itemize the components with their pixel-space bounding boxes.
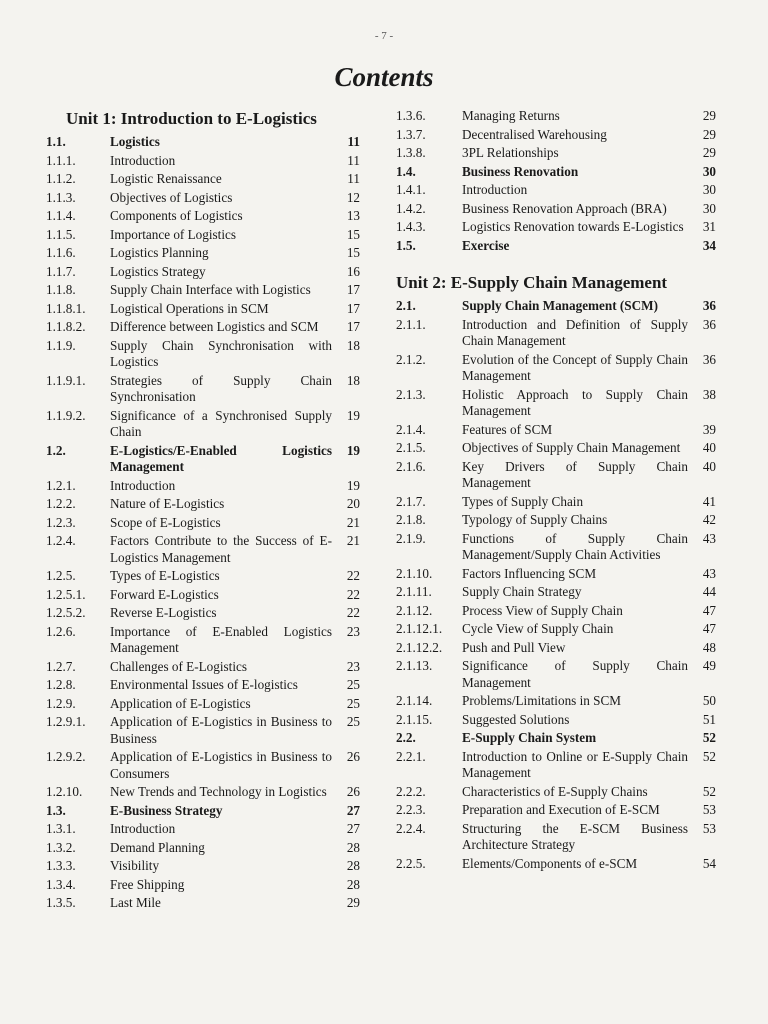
toc-entry xyxy=(46,319,360,336)
page-ref: 41 xyxy=(702,493,716,509)
entry-title: Managing Returns xyxy=(462,108,560,123)
entry-title: Logistics Planning xyxy=(110,245,209,260)
section-number: 1.2.5. xyxy=(46,568,76,583)
toc-entry xyxy=(46,677,360,694)
entry-title: Demand Planning xyxy=(110,839,205,855)
right-entries-unit-1 xyxy=(396,108,716,254)
page-ref: 54 xyxy=(702,855,716,871)
page-ref: 36 xyxy=(702,298,716,313)
toc-entry xyxy=(396,512,716,529)
toc-entry xyxy=(396,352,716,385)
entry-title: Objectives of Logistics xyxy=(110,189,233,205)
page-ref: 36 xyxy=(702,351,716,367)
entry-title: Business Renovation Approach (BRA) xyxy=(462,200,667,216)
section-number: 2.1.2. xyxy=(396,351,426,367)
toc-entry xyxy=(396,749,716,782)
entry-title: Structuring the E-SCM Business Architecture Strategy xyxy=(462,820,688,852)
section-number: 1.1.8.2. xyxy=(46,319,86,334)
page-ref: 48 xyxy=(702,639,716,655)
section-number: 2.2.4. xyxy=(396,820,426,836)
toc-entry xyxy=(46,877,360,894)
toc-entry xyxy=(396,603,716,620)
page-ref: 21 xyxy=(346,533,360,548)
page-ref: 38 xyxy=(702,386,716,402)
toc-entry xyxy=(46,496,360,513)
page-ref: 20 xyxy=(346,496,360,511)
entry-title: 3PL Relationships xyxy=(462,145,559,160)
page-ref: 11 xyxy=(347,134,360,149)
section-number: 1.2.9. xyxy=(46,695,76,711)
page-ref: 28 xyxy=(346,858,360,873)
section-number: 1.2. xyxy=(46,442,66,458)
entry-title: Challenges of E-Logistics xyxy=(110,658,247,674)
entry-title: E-Business Strategy xyxy=(110,802,223,818)
entry-title: Introduction and Definition of Supply Chain Management xyxy=(462,316,688,348)
section-number: 1.1.2. xyxy=(46,171,76,186)
toc-entry xyxy=(46,533,360,566)
toc-entry xyxy=(396,640,716,657)
section-number: 2.1.13. xyxy=(396,658,433,673)
page-ref: 25 xyxy=(346,714,360,729)
entry-title: Importance of Logistics xyxy=(110,226,236,242)
section-number: 2.1.12.2. xyxy=(396,639,443,655)
page-ref: 27 xyxy=(346,802,360,818)
toc-entry xyxy=(46,515,360,532)
page-ref: 22 xyxy=(346,605,360,620)
section-number: 1.1.8. xyxy=(46,282,76,297)
page-ref: 28 xyxy=(346,839,360,855)
page-ref: 49 xyxy=(702,658,716,673)
entry-title: Introduction xyxy=(462,182,528,197)
page-ref: 51 xyxy=(702,711,716,727)
page-ref: 26 xyxy=(346,784,360,799)
entry-title: New Trends and Technology in Logistics xyxy=(110,784,327,799)
entry-title: Scope of E-Logistics xyxy=(110,514,221,530)
toc-entry xyxy=(46,803,360,820)
entry-title: Nature of E-Logistics xyxy=(110,496,225,511)
entry-title: Characteristics of E-Supply Chains xyxy=(462,783,648,799)
section-number: 1.1.5. xyxy=(46,226,76,242)
entry-title: Supply Chain Synchronisation with Logistics xyxy=(110,337,332,369)
toc-entry xyxy=(46,478,360,495)
toc-entry xyxy=(396,584,716,601)
section-number: 1.1.1. xyxy=(46,152,76,168)
section-number: 1.1.6. xyxy=(46,245,76,260)
page-ref: 19 xyxy=(346,477,360,493)
page-ref: 40 xyxy=(702,440,716,455)
entry-title: E-Supply Chain System xyxy=(462,730,597,745)
entry-title: E-Logistics/E-Enabled Logistics Management xyxy=(110,442,332,474)
section-number: 2.1.11. xyxy=(396,584,432,599)
toc-entry xyxy=(46,895,360,912)
page-number: - 7 - xyxy=(374,30,394,42)
entry-title: Logistical Operations in SCM xyxy=(110,300,269,316)
entry-title: Supply Chain Interface with Logistics xyxy=(110,282,311,297)
toc-entry xyxy=(396,802,716,819)
page-ref: 21 xyxy=(346,514,360,530)
page-ref: 29 xyxy=(702,145,716,160)
section-number: 1.3. xyxy=(46,802,66,818)
section-number: 2.2.2. xyxy=(396,783,426,799)
toc-entry xyxy=(46,821,360,838)
toc-entry xyxy=(396,164,716,181)
page-ref: 30 xyxy=(702,182,716,197)
toc-entry xyxy=(396,298,716,315)
toc-entry xyxy=(46,134,360,151)
page-ref: 27 xyxy=(346,821,360,836)
page-ref: 23 xyxy=(346,623,360,639)
toc-entry xyxy=(46,624,360,657)
entry-title: Application of E-Logistics in Business to Consumers xyxy=(110,749,332,781)
entry-title: Typology of Supply Chains xyxy=(462,512,608,527)
section-number: 1.3.1. xyxy=(46,821,76,836)
entry-title: Holistic Approach to Supply Chain Management xyxy=(462,386,688,418)
entry-title: Application of E-Logistics in Business to Business xyxy=(110,714,332,746)
entry-title: Logistics Strategy xyxy=(110,263,206,279)
unit-1-heading: Unit 1: Introduction to E-Logistics xyxy=(66,109,317,128)
toc-entry xyxy=(46,264,360,281)
toc-entry xyxy=(396,712,716,729)
section-number: 1.1.9.1. xyxy=(46,372,86,388)
page-ref: 25 xyxy=(346,677,360,692)
entry-title: Business Renovation xyxy=(462,163,579,179)
toc-entry xyxy=(46,749,360,782)
toc-entry xyxy=(396,182,716,199)
toc-entry xyxy=(46,190,360,207)
toc-entry xyxy=(46,338,360,371)
section-number: 2.2. xyxy=(396,730,416,745)
section-number: 1.1.9. xyxy=(46,337,76,353)
section-number: 2.1.14. xyxy=(396,693,433,708)
entry-title: Forward E-Logistics xyxy=(110,586,219,602)
section-number: 1.1.8.1. xyxy=(46,300,86,316)
page-ref: 29 xyxy=(702,126,716,142)
entry-title: Suggested Solutions xyxy=(462,711,570,727)
section-number: 2.1.12. xyxy=(396,602,433,618)
entry-title: Decentralised Warehousing xyxy=(462,126,607,142)
toc-entry xyxy=(46,153,360,170)
toc-entry xyxy=(396,531,716,564)
page-ref: 18 xyxy=(346,337,360,353)
page-ref: 11 xyxy=(347,152,360,168)
page-ref: 12 xyxy=(346,189,360,205)
entry-title: Types of Supply Chain xyxy=(462,493,584,509)
entry-title: Strategies of Supply Chain Synchronisation xyxy=(110,372,332,404)
page-ref: 47 xyxy=(702,621,716,636)
page-ref: 19 xyxy=(346,407,360,423)
toc-entry xyxy=(396,145,716,162)
toc-entry xyxy=(396,201,716,218)
page-ref: 13 xyxy=(346,208,360,223)
toc-entry xyxy=(46,696,360,713)
entry-title: Components of Logistics xyxy=(110,208,243,223)
toc-entry xyxy=(46,245,360,262)
page-ref: 40 xyxy=(702,458,716,474)
section-number: 1.3.8. xyxy=(396,145,426,160)
section-number: 1.2.7. xyxy=(46,658,76,674)
toc-entry xyxy=(46,605,360,622)
section-number: 1.1.7. xyxy=(46,263,76,279)
entry-title: Problems/Limitations in SCM xyxy=(462,693,621,708)
section-number: 2.1.8. xyxy=(396,512,426,527)
entry-title: Elements/Components of e-SCM xyxy=(462,855,638,871)
entry-title: Logistics xyxy=(110,134,160,149)
section-number: 1.2.8. xyxy=(46,677,76,692)
toc-entry xyxy=(396,387,716,420)
contents-title: Contents xyxy=(334,62,434,92)
entry-title: Logistics Renovation towards E-Logistics xyxy=(462,219,684,234)
section-number: 2.1.5. xyxy=(396,440,426,455)
page-ref: 28 xyxy=(346,876,360,892)
section-number: 1.1.3. xyxy=(46,189,76,205)
page-ref: 52 xyxy=(702,730,716,745)
entry-title: Visibility xyxy=(110,858,160,873)
section-number: 1.3.6. xyxy=(396,108,426,123)
section-number: 1.3.2. xyxy=(46,839,76,855)
page-ref: 17 xyxy=(346,319,360,334)
entry-title: Environmental Issues of E-logistics xyxy=(110,677,298,692)
section-number: 2.1.12.1. xyxy=(396,621,443,636)
section-number: 2.1.15. xyxy=(396,711,433,727)
toc-entry xyxy=(46,208,360,225)
toc-entry xyxy=(46,714,360,747)
toc-entry xyxy=(396,440,716,457)
toc-entry xyxy=(396,459,716,492)
toc-entry xyxy=(46,408,360,441)
entry-title: Exercise xyxy=(462,237,510,253)
page-ref: 15 xyxy=(346,245,360,260)
toc-entry xyxy=(46,858,360,875)
toc-entry xyxy=(396,108,716,125)
section-number: 1.2.9.1. xyxy=(46,714,86,729)
entry-title: Significance of a Synchronised Supply Chain xyxy=(110,407,332,439)
entry-title: Importance of E-Enabled Logistics Management xyxy=(110,623,332,655)
section-number: 1.3.4. xyxy=(46,876,76,892)
section-number: 2.1.10. xyxy=(396,565,433,581)
toc-entry xyxy=(396,494,716,511)
page-ref: 52 xyxy=(702,783,716,799)
section-number: 2.1.4. xyxy=(396,421,426,437)
entry-title: Supply Chain Management (SCM) xyxy=(462,298,659,313)
section-number: 2.1.1. xyxy=(396,316,426,332)
entry-title: Introduction xyxy=(110,821,176,836)
entry-title: Difference between Logistics and SCM xyxy=(110,319,319,334)
toc-entry xyxy=(46,784,360,801)
toc-entry xyxy=(46,373,360,406)
page-ref: 29 xyxy=(346,895,360,910)
section-number: 1.3.7. xyxy=(396,126,426,142)
page-ref: 52 xyxy=(702,748,716,764)
entry-title: Objectives of Supply Chain Management xyxy=(462,440,681,455)
toc-entry xyxy=(396,219,716,236)
section-number: 2.2.5. xyxy=(396,855,426,871)
section-number: 1.1.9.2. xyxy=(46,407,86,423)
left-column xyxy=(46,108,360,914)
toc-entry xyxy=(396,566,716,583)
section-number: 1.4.2. xyxy=(396,200,426,216)
entry-title: Introduction xyxy=(110,152,176,168)
entry-title: Process View of Supply Chain xyxy=(462,602,623,618)
right-entries-unit-2 xyxy=(396,298,716,872)
entry-title: Introduction xyxy=(110,477,176,493)
toc-entry xyxy=(46,659,360,676)
section-number: 2.1.6. xyxy=(396,458,426,474)
page-ref: 34 xyxy=(702,237,716,253)
section-number: 1.2.5.2. xyxy=(46,605,86,620)
entry-title: Key Drivers of Supply Chain Management xyxy=(462,458,688,490)
section-number: 1.2.6. xyxy=(46,623,76,639)
entry-title: Last Mile xyxy=(110,895,161,910)
page-ref: 50 xyxy=(702,693,716,708)
page-ref: 47 xyxy=(702,602,716,618)
page-ref: 16 xyxy=(346,263,360,279)
section-number: 1.1.4. xyxy=(46,208,76,223)
toc-entry xyxy=(396,784,716,801)
page-ref: 17 xyxy=(346,300,360,316)
page-ref: 25 xyxy=(346,695,360,711)
page-ref: 26 xyxy=(346,749,360,764)
section-number: 1.1. xyxy=(46,134,66,149)
page-ref: 30 xyxy=(702,163,716,179)
toc-entry xyxy=(396,693,716,710)
toc-entry xyxy=(396,658,716,691)
toc-entry xyxy=(396,621,716,638)
entry-title: Application of E-Logistics xyxy=(110,695,251,711)
entry-title: Evolution of the Concept of Supply Chain Management xyxy=(462,351,688,383)
toc-entry xyxy=(46,840,360,857)
page-ref: 31 xyxy=(702,219,716,234)
section-number: 1.2.9.2. xyxy=(46,749,86,764)
toc-entry xyxy=(396,238,716,255)
page-ref: 15 xyxy=(346,226,360,242)
section-number: 2.2.3. xyxy=(396,802,426,817)
section-number: 1.2.1. xyxy=(46,477,76,493)
entry-title: Push and Pull View xyxy=(462,639,566,655)
section-number: 1.2.5.1. xyxy=(46,586,86,602)
toc-entry xyxy=(46,587,360,604)
entry-title: Functions of Supply Chain Management/Supply Chain Activities xyxy=(462,530,688,562)
section-number: 1.4.1. xyxy=(396,182,426,197)
section-number: 1.2.2. xyxy=(46,496,76,511)
page-ref: 43 xyxy=(702,530,716,546)
section-number: 1.3.5. xyxy=(46,895,76,910)
section-number: 1.3.3. xyxy=(46,858,76,873)
toc-entry xyxy=(396,317,716,350)
page-ref: 43 xyxy=(702,565,716,581)
page-ref: 30 xyxy=(702,200,716,216)
right-column xyxy=(396,108,716,874)
entry-title: Significance of Supply Chain Management xyxy=(462,658,688,690)
entry-title: Logistic Renaissance xyxy=(110,171,222,186)
page-ref: 22 xyxy=(346,568,360,583)
section-number: 2.1.7. xyxy=(396,493,426,509)
page-ref: 29 xyxy=(702,108,716,123)
page-ref: 53 xyxy=(702,820,716,836)
toc-entry xyxy=(396,730,716,747)
entry-title: Factors Influencing SCM xyxy=(462,565,597,581)
entry-title: Factors Contribute to the Success of E-Logistics Management xyxy=(110,533,332,565)
toc-entry xyxy=(46,301,360,318)
page-ref: 44 xyxy=(702,584,716,599)
entry-title: Preparation and Execution of E-SCM xyxy=(462,802,660,817)
page-ref: 19 xyxy=(346,442,360,458)
entry-title: Cycle View of Supply Chain xyxy=(462,621,614,636)
entry-title: Types of E-Logistics xyxy=(110,568,220,583)
entry-title: Supply Chain Strategy xyxy=(462,584,582,599)
toc-entry xyxy=(46,443,360,476)
entry-title: Reverse E-Logistics xyxy=(110,605,217,620)
entry-title: Introduction to Online or E-Supply Chain Management xyxy=(462,748,688,780)
section-number: 1.4.3. xyxy=(396,219,426,234)
section-number: 1.2.10. xyxy=(46,784,83,799)
section-number: 1.4. xyxy=(396,163,416,179)
entry-title: Free Shipping xyxy=(110,876,185,892)
page-ref: 39 xyxy=(702,421,716,437)
entry-title: Features of SCM xyxy=(462,421,553,437)
section-number: 1.2.4. xyxy=(46,533,76,548)
page-ref: 53 xyxy=(702,802,716,817)
page-ref: 11 xyxy=(347,171,360,186)
left-entries xyxy=(46,134,360,912)
toc-entry xyxy=(46,282,360,299)
page-ref: 42 xyxy=(702,512,716,527)
page-ref: 23 xyxy=(346,658,360,674)
toc-entry xyxy=(46,227,360,244)
section-number: 1.2.3. xyxy=(46,514,76,530)
section-number: 2.1.9. xyxy=(396,530,426,546)
section-number: 2.2.1. xyxy=(396,748,426,764)
page-ref: 36 xyxy=(702,316,716,332)
page-ref: 17 xyxy=(346,282,360,297)
unit-2-heading: Unit 2: E-Supply Chain Management xyxy=(396,273,668,292)
page-ref: 22 xyxy=(346,586,360,602)
section-number: 1.5. xyxy=(396,237,416,253)
toc-entry xyxy=(46,568,360,585)
section-number: 2.1. xyxy=(396,298,416,313)
toc-entry xyxy=(396,422,716,439)
toc-entry xyxy=(396,856,716,873)
toc-entry xyxy=(396,127,716,144)
section-number: 2.1.3. xyxy=(396,386,426,402)
toc-entry xyxy=(46,171,360,188)
toc-entry xyxy=(396,821,716,854)
page-ref: 18 xyxy=(346,372,360,388)
